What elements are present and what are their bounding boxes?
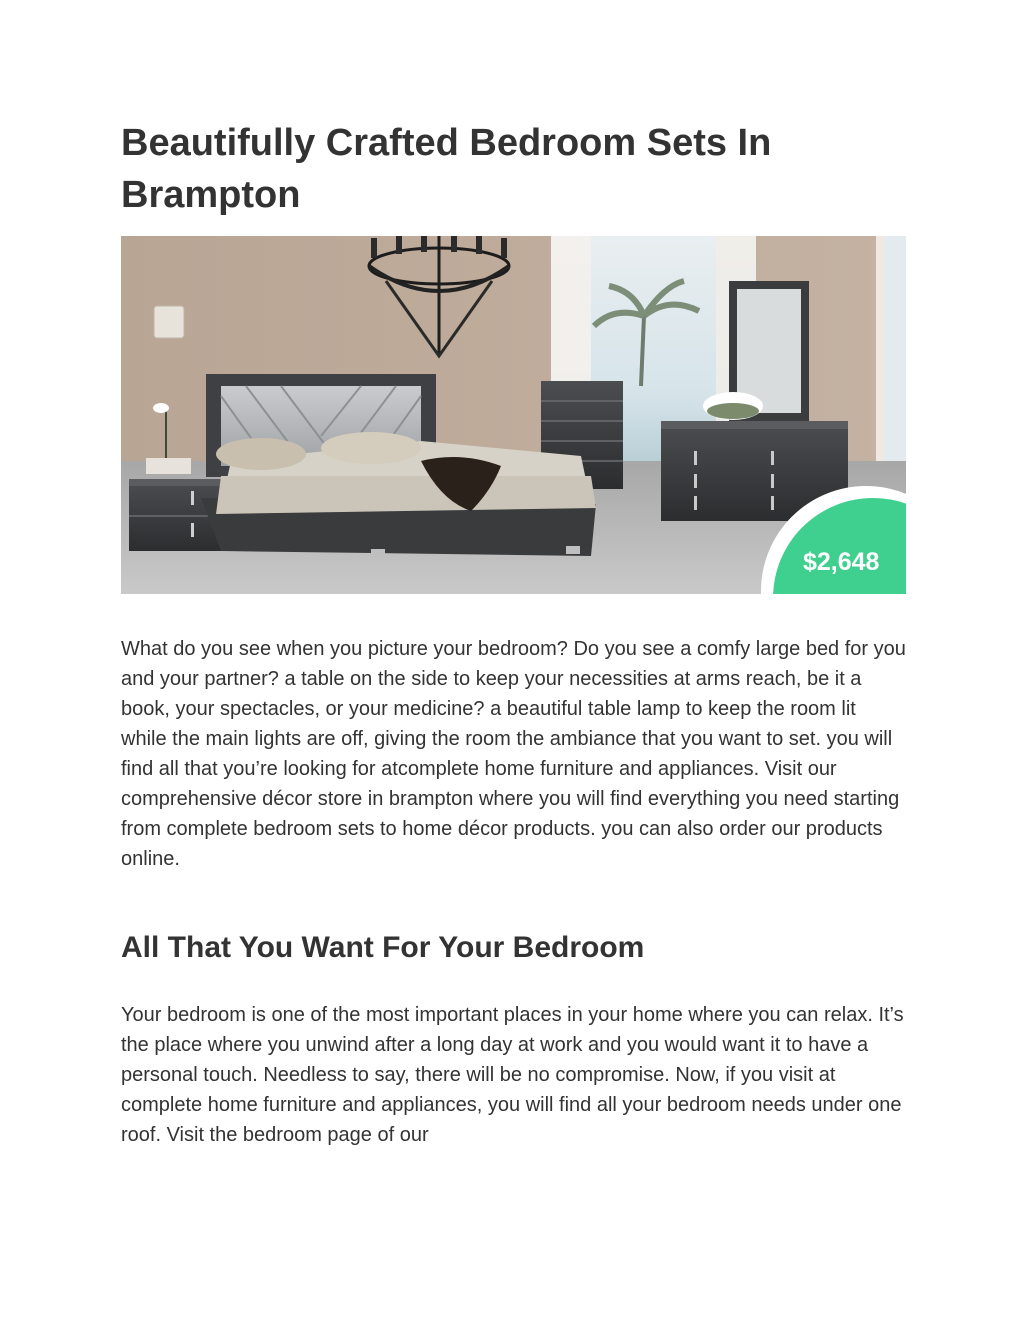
section-paragraph: Your bedroom is one of the most important places in your home where you can relax. It’s the place where you unwind after a long day at work and you would want it to have a personal touch. Needless to say, there will be no compromise. Now, if you visit at complete home furniture and appliances, you will find all your bedroom needs under one roof. Visit the bedroom page of our: [121, 1004, 904, 1146]
section-heading: All That You Want For Your Bedroom: [121, 931, 645, 964]
intro-paragraph: What do you see when you picture your bedroom? Do you see a comfy large bed for you and your partner? a table on the side to keep your necessities at arms reach, be it a book, your spectacles, or your medicine? a beautiful table lamp to keep the room lit while the main lights are off, giving the room the ambiance that you want to set. you will find all that you’re looking for atcomplete home furniture and appliances. Visit our comprehensive décor store in brampton where you will find everything you need starting from complete bedroom sets to home décor products. you can also order our products online.: [121, 638, 906, 870]
page-title: Beautifully Crafted Bedroom Sets In Brampton: [121, 122, 772, 216]
bedroom-set-photo: [121, 236, 906, 594]
price-badge: $2,648: [803, 548, 880, 576]
